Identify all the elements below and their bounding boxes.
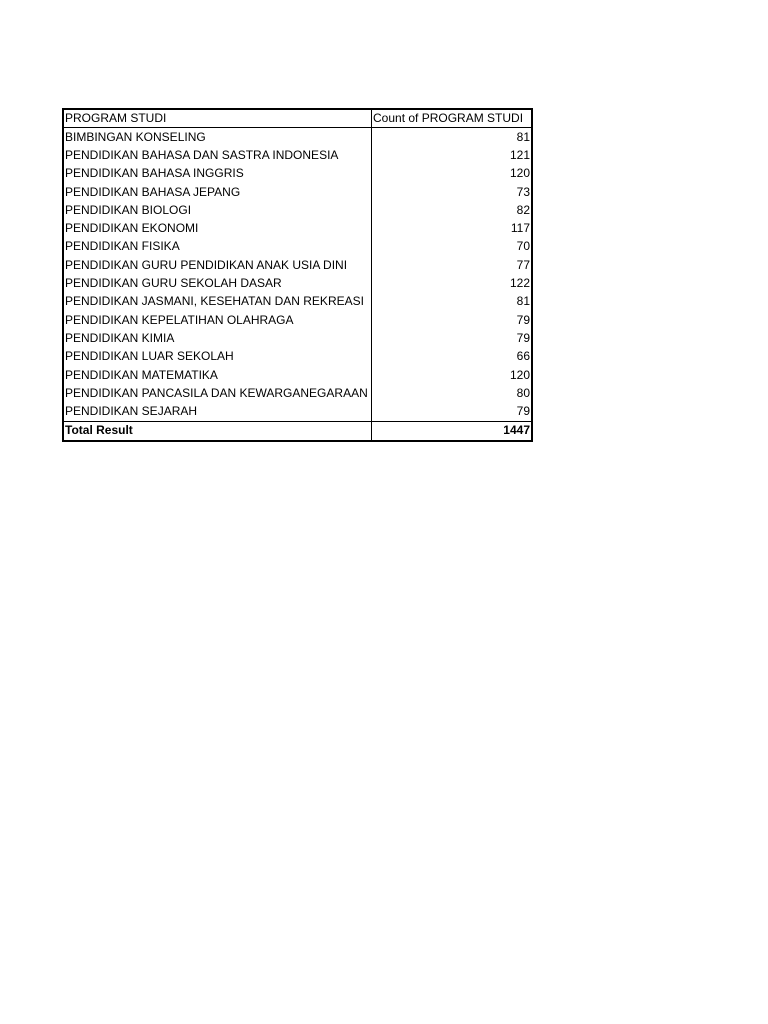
table-row [63,329,532,347]
table-row [63,201,532,219]
program-count-cell: 66 [516,349,530,364]
table-row [63,384,532,402]
total-row [63,421,532,441]
table-row [63,256,532,274]
program-count-cell: 79 [516,312,530,327]
program-count-cell: 120 [509,166,530,181]
program-name-cell: PENDIDIKAN BIOLOGI [63,201,372,219]
table-row [63,146,532,164]
program-name-cell: PENDIDIKAN BAHASA DAN SASTRA INDONESIA [63,146,372,164]
program-name-cell: PENDIDIKAN SEJARAH [63,402,372,421]
program-count-cell: 77 [516,257,530,272]
header-program-studi: PROGRAM STUDI [63,109,372,128]
table-row [63,293,532,311]
program-count-cell: 81 [516,129,530,144]
total-value: 1447 [372,421,533,441]
pivot-table-body [63,109,532,441]
header-count: Count of PROGRAM STUDI [372,109,533,128]
program-name-cell: PENDIDIKAN BAHASA JEPANG [63,183,372,201]
program-name-cell: PENDIDIKAN KEPELATIHAN OLAHRAGA [63,311,372,329]
program-count-cell: 79 [516,404,530,419]
program-name-cell: PENDIDIKAN LUAR SEKOLAH [63,348,372,366]
program-name-cell: PENDIDIKAN FISIKA [63,238,372,256]
program-count-cell: 82 [516,202,530,217]
table-row [63,219,532,237]
program-count-cell: 80 [516,385,530,400]
program-count-cell: 73 [516,184,530,199]
program-name-cell: PENDIDIKAN BAHASA INGGRIS [63,165,372,183]
program-name-cell: PENDIDIKAN GURU PENDIDIKAN ANAK USIA DINI [63,256,372,274]
table-row [63,165,532,183]
program-count-cell: 81 [516,294,530,309]
table-row [63,274,532,292]
program-count-cell: 117 [510,221,530,236]
program-name-cell: PENDIDIKAN EKONOMI [63,219,372,237]
program-count-cell: 70 [516,239,530,254]
table-row [63,311,532,329]
program-count-cell: 121 [509,147,530,162]
program-count-cell: 122 [509,276,530,291]
program-name-cell: PENDIDIKAN KIMIA [63,329,372,347]
table-row [63,348,532,366]
table-row [63,366,532,384]
program-count-cell: 120 [509,367,530,382]
program-name-cell: BIMBINGAN KONSELING [63,128,372,147]
program-name-cell: PENDIDIKAN JASMANI, KESEHATAN DAN REKREASI [63,293,372,311]
total-label: Total Result [63,421,372,441]
table-row [63,238,532,256]
program-name-cell: PENDIDIKAN MATEMATIKA [63,366,372,384]
pivot-table [62,108,533,442]
program-name-cell: PENDIDIKAN PANCASILA DAN KEWARGANEGARAAN [63,384,372,402]
program-name-cell: PENDIDIKAN GURU SEKOLAH DASAR [63,274,372,292]
table-row [63,402,532,421]
table-row [63,183,532,201]
table-row [63,128,532,147]
header-row [63,109,532,128]
program-count-cell: 79 [516,330,530,345]
